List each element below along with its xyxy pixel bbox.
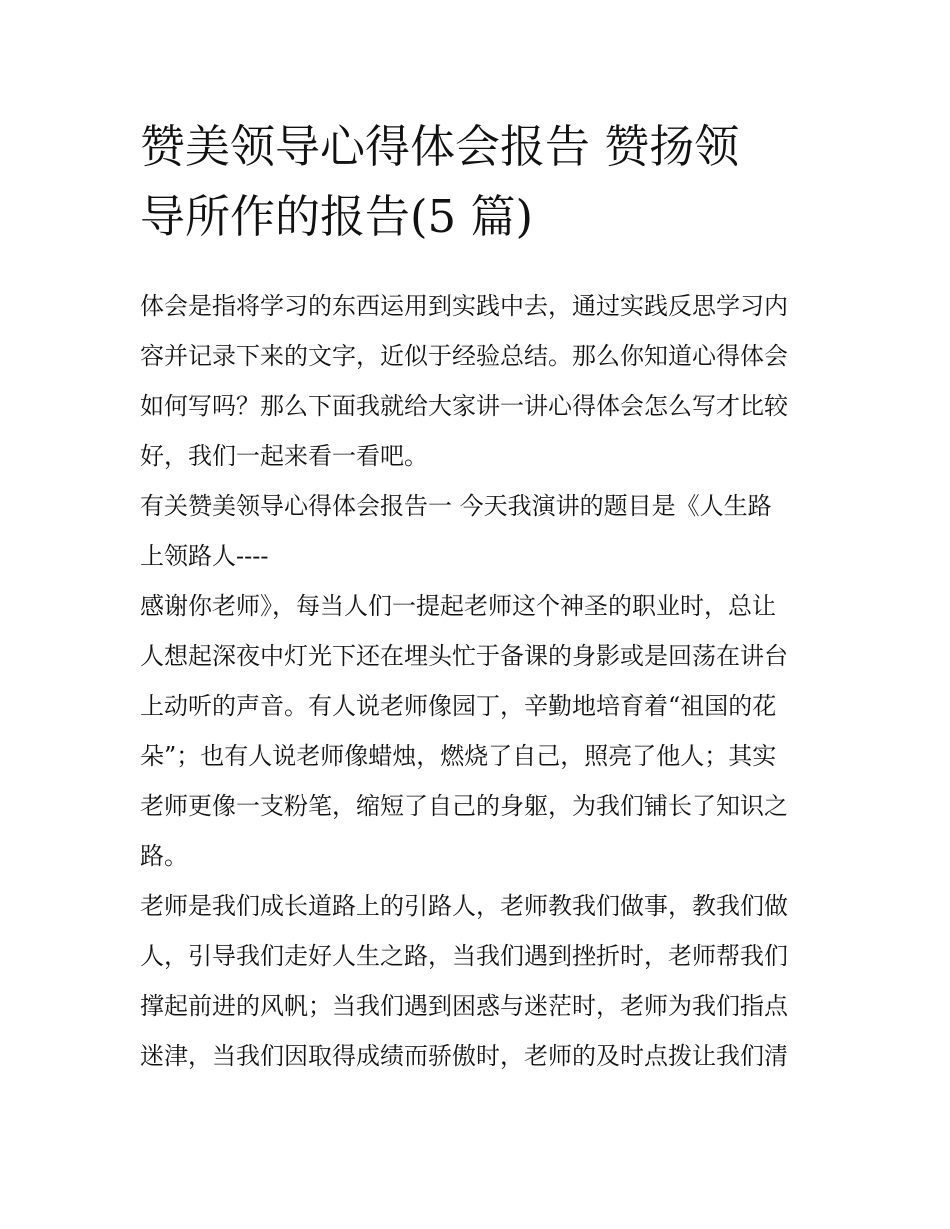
- body-line: 如何写吗？那么下面我就给大家讲一讲心得体会怎么写才比较: [140, 392, 788, 420]
- body-line: 上动听的声音。有人说老师像园丁，辛勤地培育着“祖国的花: [140, 692, 777, 720]
- title-line-1: 赞美领导心得体会报告 赞扬领: [140, 120, 740, 173]
- body-line: 上领路人----: [140, 542, 269, 570]
- body-line: 感谢你老师》，每当人们一提起老师这个神圣的职业时，总让: [140, 592, 776, 620]
- body-line: 有关赞美领导心得体会报告一 今天我演讲的题目是《人生路: [140, 492, 772, 520]
- body-line: 老师更像一支粉笔，缩短了自己的身躯，为我们铺长了知识之: [140, 792, 788, 820]
- document-body: [140, 281, 840, 1081]
- body-line: 容并记录下来的文字，近似于经验总结。那么你知道心得体会: [140, 342, 788, 370]
- body-line: 迷津，当我们因取得成绩而骄傲时，老师的及时点拨让我们清: [140, 1042, 788, 1070]
- title-line-2: 导所作的报告(5 篇): [140, 190, 534, 243]
- body-line: 人想起深夜中灯光下还在埋头忙于备课的身影或是回荡在讲台: [140, 642, 788, 670]
- body-line: 路。: [140, 842, 188, 870]
- body-line: 朵”；也有人说老师像蜡烛，燃烧了自己，照亮了他人；其实: [140, 742, 777, 770]
- document-title: [140, 112, 840, 252]
- body-line: 老师是我们成长道路上的引路人，老师教我们做事，教我们做: [140, 892, 788, 920]
- body-line: 好，我们一起来看一看吧。: [140, 442, 428, 470]
- body-line: 人，引导我们走好人生之路，当我们遇到挫折时，老师帮我们: [140, 942, 788, 970]
- body-line: 撑起前进的风帆；当我们遇到困惑与迷茫时，老师为我们指点: [140, 992, 788, 1020]
- body-line: 体会是指将学习的东西运用到实践中去，通过实践反思学习内: [140, 292, 788, 320]
